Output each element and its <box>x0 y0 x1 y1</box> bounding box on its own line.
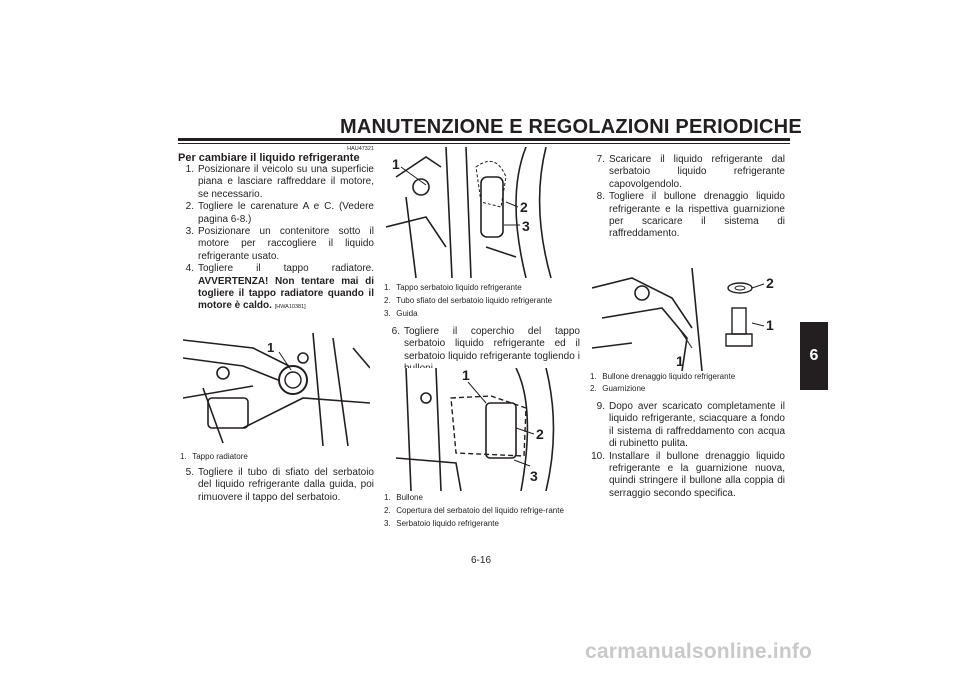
figure1-caption: 1. Tappo radiatore <box>180 452 248 461</box>
callout-3: 3 <box>522 218 530 234</box>
callout-1: 1 <box>766 317 774 333</box>
list-item: 4. Togliere il tappo radiatore. AVVERTENZA! Non tentare mai di togliere il tappo radiatore quando il motore è caldo. [HWA10381] <box>185 263 374 312</box>
section-code: HAU47321 <box>347 146 374 152</box>
figure-radiator-cap <box>183 328 370 446</box>
chapter-tab: 6 <box>800 322 828 390</box>
list-item: 8. Togliere il bullone drenaggio liquido refrigerante e la rispettiva guarnizione per scaricare il sistema di raffreddamento. <box>596 191 785 240</box>
page-header-title: MANUTENZIONE E REGOLAZIONI PERIODICHE <box>340 116 802 138</box>
warning-text: AVVERTENZA! Non tentare mai di togliere il tappo radiatore quando il motore è caldo. <box>198 275 374 312</box>
figure-drain-bolt <box>592 268 779 371</box>
callout-1: 1 <box>392 156 400 172</box>
figure3-caption: 1. Bullone 2. Copertura del serbatoio del liquido refrige-rante 3. Serbatoio liquido refrigerante <box>384 493 564 528</box>
callout-1: 1 <box>267 340 275 355</box>
callout-3: 3 <box>530 468 538 484</box>
figure-reservoir-cover <box>386 368 573 491</box>
step-6: 6. Togliere il coperchio del tappo serbatoio liquido refrigerante ed il serbatoio liquido refrigerante togliendo i <box>391 326 580 362</box>
header-rule-thin <box>178 143 790 144</box>
list-item: 1. Posizionare il veicolo su una superficie piana e lasciare raffreddare il motore, se necessario. <box>185 164 374 200</box>
list-item: 9. Dopo aver scaricato completamente il liquido refrigerante, sciacquare a fondo il sistema di raffreddamento con acqua di rubinetto pulita. <box>596 401 785 450</box>
callout-1-bolt: 1 <box>676 353 684 369</box>
figure4-caption: 1. Bullone drenaggio liquido refrigerante 2. Guarnizione <box>590 372 736 393</box>
callout-2: 2 <box>766 275 774 291</box>
callout-2: 2 <box>536 426 544 442</box>
callout-1: 1 <box>462 368 470 383</box>
warning-code: [HWA10381] <box>274 304 306 311</box>
header-rule <box>178 138 790 141</box>
figure-coolant-reservoir-cap <box>386 147 573 278</box>
column-1 <box>178 146 374 314</box>
list-item: 7. Scaricare il liquido refrigerante dal serbatoio liquido refrigerante capovolgendolo. <box>596 154 785 190</box>
page-number: 6-16 <box>470 555 491 566</box>
list-item: 10. Installare il bullone drenaggio liquido refrigerante e la guarnizione nuova, quindi stringere il bullone alla coppia di serraggio secondo specifica. <box>591 450 785 499</box>
list-item: 2. Togliere le carenature A e C. (Vedere pagina 6-8.) <box>185 201 374 225</box>
column-3-steps-a <box>589 154 785 241</box>
column-3-steps-b <box>589 401 785 500</box>
figure2-caption: 1. Tappo serbatoio liquido refrigerante 2. Tubo sfiato del serbatoio liquido refrigerante 3. Guida <box>384 283 553 318</box>
steps-list-1 <box>178 164 374 314</box>
list-item: 3. Posizionare un contenitore sotto il motore per raccogliere il liquido refrigerante usato. <box>185 226 374 262</box>
section-heading: Per cambiare il liquido refrigerante <box>178 152 360 164</box>
watermark: carmanualsonline.info <box>585 640 813 663</box>
callout-2: 2 <box>520 199 528 215</box>
step-5: 5. Togliere il tubo di sfiato del serbatoio del liquido refrigerante dalla guida, poi rimuovere il tappo del serbatoio. <box>185 467 374 503</box>
